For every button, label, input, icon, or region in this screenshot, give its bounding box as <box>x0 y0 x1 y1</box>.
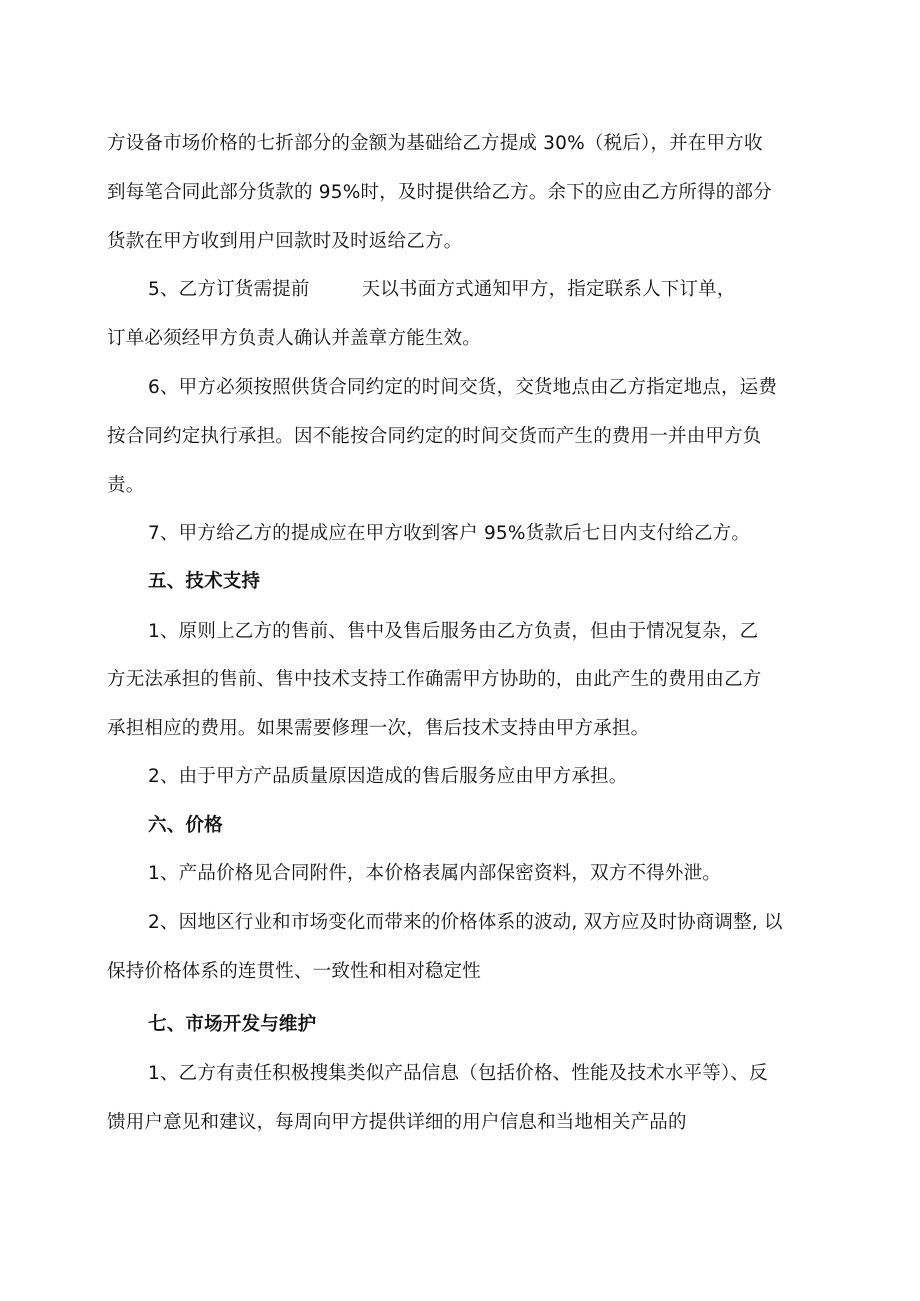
paragraph-line: 方无法承担的售前、售中技术支持工作确需甲方协助的，由此产生的费用由乙方 <box>107 669 762 690</box>
clause-item-6: 6、甲方必须按照供货合同约定的时间交货，交货地点由乙方指定地点，运费 <box>148 377 778 398</box>
paragraph-line: 方设备市场价格的七折部分的金额为基础给乙方提成 30%（税后），并在甲方收 <box>107 133 763 154</box>
section-heading: 六、价格 <box>148 815 223 836</box>
paragraph-line: 到每笔合同此部分货款的 95%时，及时提供给乙方。余下的应由乙方所得的部分 <box>107 182 772 203</box>
clause-item-7: 7、甲方给乙方的提成应在甲方收到客户 95%货款后七日内支付给乙方。 <box>148 523 751 544</box>
paragraph-line: 责。 <box>107 475 145 496</box>
section-heading: 五、技术支持 <box>148 571 261 592</box>
clause-item-5-part2: 天以书面方式通知甲方，指定联系人下订单， <box>361 279 736 300</box>
clause-item-5 <box>148 278 736 302</box>
paragraph-line: 货款在甲方收到用户回款时及时返给乙方。 <box>107 231 463 252</box>
clause-item-1: 1、原则上乙方的售前、售中及售后服务由乙方负责，但由于情况复杂，乙 <box>148 621 759 642</box>
clause-item-5-part1: 5、乙方订货需提前 <box>148 279 310 300</box>
clause-item-2: 2、由于甲方产品质量原因造成的售后服务应由甲方承担。 <box>148 766 628 787</box>
section-heading: 七、市场开发与维护 <box>148 1014 317 1035</box>
clause-item-1: 1、乙方有责任积极搜集类似产品信息（包括价格、性能及技术水平等）、反 <box>148 1063 768 1084</box>
paragraph-line: 订单必须经甲方负责人确认并盖章方能生效。 <box>107 328 482 349</box>
clause-item-1: 1、产品价格见合同附件，本价格表属内部保密资料，双方不得外泄。 <box>148 863 721 884</box>
paragraph-line: 按合同约定执行承担。因不能按合同约定的时间交货而产生的费用一并由甲方负 <box>107 426 762 447</box>
paragraph-line: 保持价格体系的连贯性、一致性和相对稳定性 <box>107 961 482 982</box>
paragraph-line: 馈用户意见和建议，每周向甲方提供详细的用户信息和当地相关产品的 <box>107 1112 687 1133</box>
clause-item-2: 2、因地区行业和市场变化而带来的价格体系的波动, 双方应及时协商调整, 以 <box>148 912 783 933</box>
paragraph-line: 承担相应的费用。如果需要修理一次，售后技术支持由甲方承担。 <box>107 718 650 739</box>
